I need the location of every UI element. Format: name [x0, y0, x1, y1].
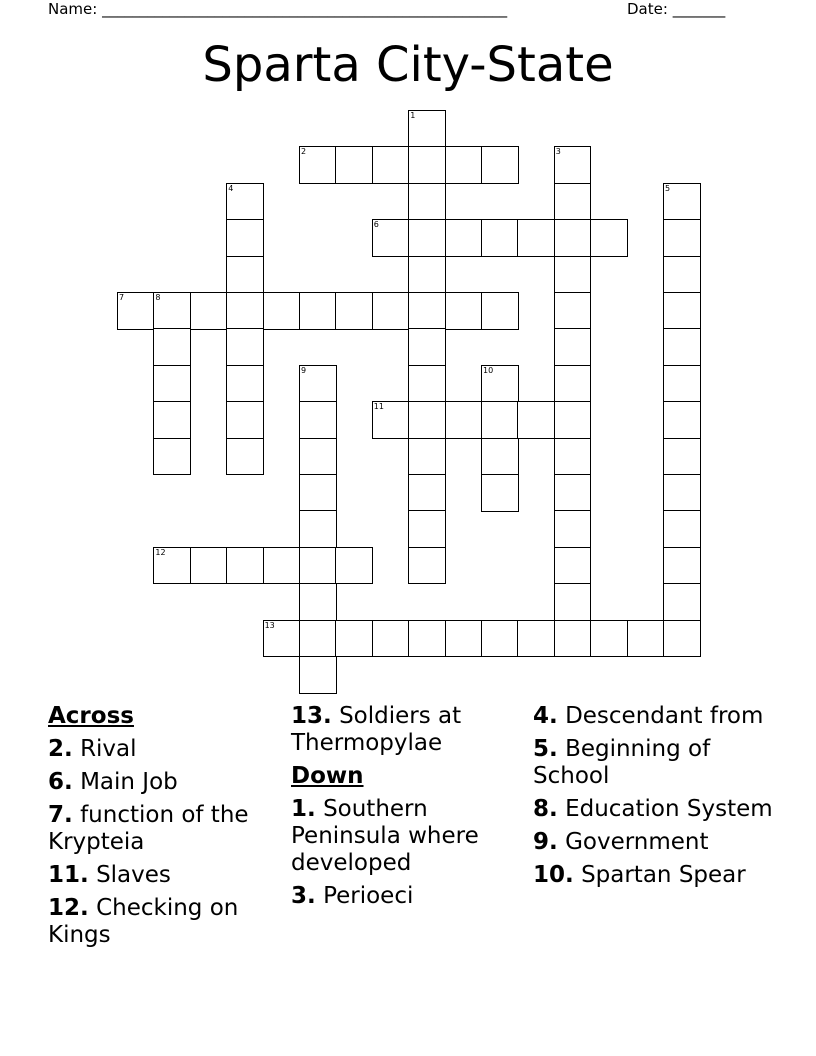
across-clue-2: 2. Rival [48, 736, 137, 762]
grid-cell[interactable] [554, 365, 592, 403]
grid-cell[interactable] [153, 328, 191, 366]
grid-cell[interactable] [408, 328, 446, 366]
cell-number: 3 [555, 147, 561, 157]
cell-number: 8 [155, 293, 161, 302]
grid-cell[interactable] [299, 146, 337, 184]
grid-cell[interactable] [372, 292, 410, 330]
grid-cell[interactable] [299, 583, 337, 621]
grid-cell[interactable] [445, 292, 483, 330]
clue-column-1 [48, 703, 278, 955]
grid-cell[interactable] [481, 474, 519, 512]
grid-cell[interactable] [408, 620, 446, 658]
down-clue-8: 8. Education System [533, 796, 773, 822]
cell-number: 4 [228, 183, 234, 193]
grid-cell[interactable] [554, 474, 592, 512]
grid-cell[interactable] [663, 365, 701, 403]
grid-cell[interactable] [190, 292, 228, 330]
grid-cell[interactable] [517, 401, 555, 439]
name-label: Name: [48, 0, 98, 18]
grid-cell[interactable] [408, 438, 446, 476]
grid-cell[interactable] [299, 474, 337, 512]
cell-number: 9 [301, 365, 307, 375]
grid-cell[interactable] [299, 365, 337, 403]
grid-cell[interactable] [554, 183, 592, 221]
grid-cell[interactable] [190, 547, 228, 585]
grid-cell[interactable] [481, 401, 519, 439]
grid-cell[interactable] [663, 256, 701, 294]
grid-cell[interactable] [445, 401, 483, 439]
cell-number: 10 [483, 365, 494, 375]
grid-cell[interactable] [372, 620, 410, 658]
across-clue-13: 13. Soldiers at Thermopylae [291, 703, 462, 756]
grid-cell[interactable] [663, 401, 701, 439]
grid-cell[interactable] [226, 328, 264, 366]
grid-cell[interactable] [299, 547, 337, 585]
down-clue-1: 1. Southern Peninsula where developed [291, 796, 479, 876]
grid-cell[interactable] [663, 183, 701, 221]
grid-cell[interactable] [226, 219, 264, 257]
grid-cell[interactable] [554, 401, 592, 439]
grid-cell[interactable] [554, 583, 592, 621]
grid-cell[interactable] [226, 183, 264, 221]
grid-cell[interactable] [481, 365, 519, 403]
grid-cell[interactable] [627, 620, 665, 658]
grid-cell[interactable] [372, 146, 410, 184]
down-clue-5: 5. Beginning of School [533, 736, 711, 789]
name-blank[interactable]: ______________________________________________________ [102, 0, 508, 18]
grid-cell[interactable] [663, 583, 701, 621]
grid-cell[interactable] [554, 510, 592, 548]
grid-cell[interactable] [226, 401, 264, 439]
down-clue-4: 4. Descendant from [533, 703, 764, 729]
grid-cell[interactable] [663, 474, 701, 512]
grid-cell[interactable] [263, 292, 301, 330]
grid-cell[interactable] [299, 438, 337, 476]
grid-cell[interactable] [153, 547, 191, 585]
grid-cell[interactable] [226, 256, 264, 294]
grid-cell[interactable] [226, 365, 264, 403]
grid-cell[interactable] [299, 401, 337, 439]
grid-cell[interactable] [153, 365, 191, 403]
grid-cell[interactable] [408, 146, 446, 184]
grid-cell[interactable] [554, 219, 592, 257]
down-clue-3: 3. Perioeci [291, 883, 414, 909]
across-clue-7: 7. function of the Krypteia [48, 802, 249, 855]
page-title: Sparta City-State [202, 37, 614, 93]
grid-cell[interactable] [554, 146, 592, 184]
cell-number: 11 [373, 402, 384, 412]
grid-cell[interactable] [408, 510, 446, 548]
down-clue-9: 9. Government [533, 829, 709, 855]
date-label: Date: [627, 0, 668, 18]
date-field [627, 0, 725, 18]
cell-number: 12 [155, 547, 166, 557]
grid-cell[interactable] [335, 146, 373, 184]
grid-cell[interactable] [408, 401, 446, 439]
down-heading: Down [291, 763, 364, 789]
date-blank[interactable]: _______ [672, 0, 726, 18]
grid-cell[interactable] [117, 292, 155, 330]
grid-cell[interactable] [408, 292, 446, 330]
grid-cell[interactable] [481, 438, 519, 476]
across-clue-6: 6. Main Job [48, 769, 178, 795]
grid-cell[interactable] [517, 219, 555, 257]
across-heading: Across [48, 703, 134, 729]
grid-cell[interactable] [408, 256, 446, 294]
grid-cell[interactable] [299, 292, 337, 330]
grid-cell[interactable] [263, 547, 301, 585]
cell-number: 13 [264, 620, 275, 630]
grid-cell[interactable] [663, 292, 701, 330]
grid-cell[interactable] [299, 620, 337, 658]
grid-cell[interactable] [408, 365, 446, 403]
grid-cell[interactable] [408, 547, 446, 585]
grid-cell[interactable] [590, 620, 628, 658]
grid-cell[interactable] [335, 547, 373, 585]
clue-column-3 [533, 703, 773, 895]
across-clue-11: 11. Slaves [48, 862, 171, 888]
grid-cell[interactable] [226, 438, 264, 476]
grid-cell[interactable] [554, 547, 592, 585]
grid-cell[interactable] [517, 620, 555, 658]
grid-cell[interactable] [226, 292, 264, 330]
grid-cell[interactable] [153, 438, 191, 476]
grid-cell[interactable] [663, 438, 701, 476]
grid-cell[interactable] [663, 620, 701, 658]
grid-cell[interactable] [445, 219, 483, 257]
grid-cell[interactable] [335, 292, 373, 330]
grid-cell[interactable] [408, 183, 446, 221]
grid-cell[interactable] [554, 256, 592, 294]
grid-cell[interactable] [663, 547, 701, 585]
grid-cell[interactable] [226, 547, 264, 585]
grid-cell[interactable] [263, 620, 301, 658]
cell-number: 1 [410, 111, 416, 120]
grid-cell[interactable] [590, 219, 628, 257]
grid-cell[interactable] [153, 401, 191, 439]
grid-cell[interactable] [372, 401, 410, 439]
cell-number: 6 [373, 220, 379, 230]
grid-cell[interactable] [445, 620, 483, 658]
grid-cell[interactable] [372, 219, 410, 257]
grid-cell[interactable] [408, 219, 446, 257]
grid-cell[interactable] [663, 510, 701, 548]
grid-cell[interactable] [335, 620, 373, 658]
grid-cell[interactable] [408, 110, 446, 148]
grid-cell[interactable] [408, 474, 446, 512]
cell-number: 5 [665, 183, 671, 193]
grid-cell[interactable] [554, 328, 592, 366]
grid-cell[interactable] [554, 438, 592, 476]
down-clue-10: 10. Spartan Spear [533, 862, 746, 888]
grid-cell[interactable] [663, 219, 701, 257]
grid-cell[interactable] [554, 620, 592, 658]
grid-cell[interactable] [299, 510, 337, 548]
cell-number: 7 [119, 293, 125, 302]
grid-cell[interactable] [299, 656, 337, 694]
across-clue-12: 12. Checking on Kings [48, 895, 239, 948]
clue-column-2 [291, 703, 516, 916]
grid-cell[interactable] [554, 292, 592, 330]
grid-cell[interactable] [481, 620, 519, 658]
grid-cell[interactable] [445, 146, 483, 184]
grid-cell[interactable] [481, 292, 519, 330]
cell-number: 2 [301, 147, 307, 157]
grid-cell[interactable] [153, 292, 191, 330]
name-field [48, 0, 507, 18]
grid-cell[interactable] [481, 146, 519, 184]
grid-cell[interactable] [663, 328, 701, 366]
grid-cell[interactable] [481, 219, 519, 257]
